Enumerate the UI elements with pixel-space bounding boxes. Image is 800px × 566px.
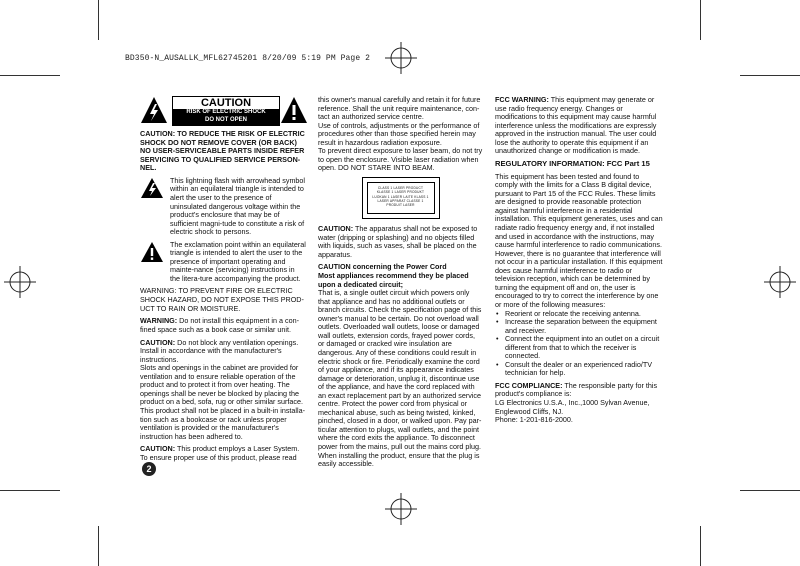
registration-mark-bottom	[385, 493, 417, 525]
address-line: Englewood Cliffs, NJ.	[495, 406, 564, 416]
registration-mark-right	[764, 266, 796, 298]
caution-laser-text: This product employs a Laser System. To ensure proper use of this product, please read	[140, 444, 300, 462]
controls-warning-text: Use of controls, adjustments or the performance of procedures other than those specified herein may result in hazardous radiation exposure.	[318, 120, 480, 147]
caution-ventilation	[140, 339, 306, 365]
fcc-compliance-label: FCC COMPLIANCE:	[495, 380, 563, 390]
power-cord-subheading: Most appliances recommend they be placed upon a dedicated circuit;	[318, 271, 469, 289]
warning-label: WARNING:	[140, 316, 178, 326]
list-item: • Increase the separation between the equipment and receiver.	[505, 318, 663, 335]
caution-laser	[140, 445, 306, 462]
caution-label-graphic	[140, 96, 306, 127]
fcc-warning	[495, 96, 663, 156]
registration-mark-left	[4, 266, 36, 298]
exclamation-warning-icon	[140, 241, 164, 263]
laser-class-label	[362, 177, 440, 219]
caution-water	[318, 225, 483, 259]
fcc-tested-text: This equipment has been tested and found to comply with the limits for a Class B digital device, pursuant to Part 15 of the FCC Rules. These limits are designed to provide reasonable protection against harmful interference in a residential installation. This equipment generates, uses and can radiate radio frequency energy and, if not installed and used in accordance with the instructions, may cause harmful interference to radio communications. However, there is no guarantee that interference will not occur in a particular installation. If this equipment does cause harmful interference to radio or television reception, which can be determined by turning the equipment off and on, the user is encouraged to try to correct the interference by one or more of the following measures:	[495, 171, 663, 309]
fcc-compliance	[495, 382, 663, 399]
caution-label: CAUTION:	[140, 337, 176, 347]
column-3	[495, 96, 663, 425]
caution-ventilation-text: Do not block any ventilation openings. Install in accordance with the manufacturer's instructions.	[140, 337, 299, 364]
fcc-warning-text: This equipment may generate or use radio frequency energy. Changes or modifications to this equipment may cause harmful interference unless the modifications are expressly approved in the instruction manual. The user could lose the authority to operate this equipment if an unauthorized change or modification is made.	[495, 95, 657, 156]
caution-banner-title: CAUTION	[173, 97, 279, 109]
warning-confined-text: Do not install this equipment in a con-fined space such as a book case or similar unit.	[140, 316, 299, 334]
caution-label: CAUTION:	[318, 224, 354, 234]
interference-measures-list	[495, 310, 663, 378]
laser-class-text: CLASS 1 LASER PRODUCT KLASSE 1 LASER PRODUKT LUOKAN 1 LASER LAITE KLASS 1 LASER APPARAT CLASSE 1 PRODUIT LASER	[367, 182, 435, 214]
column-1	[140, 96, 306, 467]
fcc-warning-label: FCC WARNING:	[495, 95, 549, 104]
manual-continued-text: this owner's manual carefully and retain it for future reference. Shall the unit require maintenance, con-tact an authorized service centre.	[318, 95, 481, 122]
slots-openings-text: Slots and openings in the cabinet are provided for ventilation and to ensure reliable operation of the product and to protect it from over heating. The openings shall be never be blocked by placing the product on a bed, sofa, rug or other similar surface. This product shall not be placed in a built-in installa-tion such as a bookcase or rack unless proper ventilation is provided or the manufacturer's instruction has been adhered to.	[140, 363, 306, 441]
exclamation-warning-icon	[280, 96, 308, 124]
caution-banner-subtitle	[173, 109, 279, 125]
exclamation-symbol-text: The exclamation point within an equilateral triangle is intended to alert the user to the presence of important operating and mainte-nance (servicing) instructions in the litera-ture accompanying the product.	[170, 239, 306, 283]
laser-exposure-text: To prevent direct exposure to laser beam, do not try to open the enclosure. Visible laser radiation when open. DO NOT STARE INTO BEAM.	[318, 146, 483, 173]
regulatory-heading: REGULATORY INFORMATION: FCC Part 15	[495, 159, 650, 169]
list-item: • Connect the equipment into an outlet on a circuit different from that to which the receiver is connected.	[505, 335, 663, 361]
warning-confined-space	[140, 317, 306, 334]
power-cord-heading: CAUTION concerning the Power Cord	[318, 262, 447, 272]
power-cord-text: That is, a single outlet circuit which powers only that appliance and has no additional outlets or branch circuits. Check the specification page of this owner's manual to be certain. Do not overload wall outlets. Overloaded wall outlets, loose or damaged wall outlets, extension cords, frayed power cords, or damaged or cracked wire insulation are dangerous. Any of these conditions could result in electric shock or fire. Periodically examine the cord of your appliance, and if its appearance indicates damage or deterioration, unplug it, discontinue use of the appliance, and have the cord replaced with an exact replacement part by an authorized service centre. Protect the power cord from physical or mechanical abuse, such as being twisted, kinked, pinched, closed in a door, or walked upon. Pay par-ticular attention to plugs, wall outlets, and the point where the cord exits the appliance. To disconnect power from the mains, pull out the mains cord plug. When installing the product, ensure that the plug is easily accessible.	[318, 288, 482, 469]
lightning-symbol-explanation	[140, 177, 306, 237]
registration-mark-top	[385, 42, 417, 74]
caution-banner-line1: RISK OF ELECTRIC SHOCK	[186, 109, 266, 115]
lightning-symbol-text: This lightning flash with arrowhead symbol within an equilateral triangle is intended to alert the user to the presence of uninsulated dangerous voltage within the product's enclosure that may be of sufficient magni-tude to constitute a risk of electric shock to persons.	[170, 175, 306, 237]
caution-shock-text: CAUTION: TO REDUCE THE RISK OF ELECTRIC SHOCK DO NOT REMOVE COVER (OR BACK) NO USER-SERVICEABLE PARTS INSIDE REFER SERVICING TO QUALIFIED SERVICE PERSON-NEL.	[140, 129, 305, 173]
exclamation-symbol-explanation	[140, 241, 306, 284]
lightning-warning-icon	[140, 177, 164, 199]
caution-banner-line2: DO NOT OPEN	[204, 116, 247, 123]
caution-banner	[172, 96, 280, 126]
lightning-warning-icon	[140, 96, 168, 124]
column-2	[318, 96, 483, 473]
caution-label: CAUTION:	[140, 444, 176, 454]
phone-line: Phone: 1-201-816-2000.	[495, 415, 573, 425]
warning-rain-text: WARNING: TO PREVENT FIRE OR ELECTRIC SHOCK HAZARD, DO NOT EXPOSE THIS PROD-UCT TO RAIN OR MOISTURE.	[140, 286, 304, 313]
caution-water-text: The apparatus shall not be exposed to water (dripping or splashing) and no objects filled with liquids, such as vases, shall be placed on the apparatus.	[318, 224, 478, 259]
fcc-compliance-text: The responsible party for this product's compliance is:	[495, 380, 658, 399]
address-line: LG Electronics U.S.A., Inc.,1000 Sylvan Avenue,	[495, 397, 650, 407]
list-item: • Reorient or relocate the receiving antenna.	[505, 310, 663, 319]
list-item: • Consult the dealer or an experienced radio/TV technician for help.	[505, 361, 663, 378]
page-number: 2	[142, 462, 156, 476]
print-slug: BD350-N_AUSALLK_MFL62745201 8/20/09 5:19 PM Page 2	[125, 54, 371, 63]
